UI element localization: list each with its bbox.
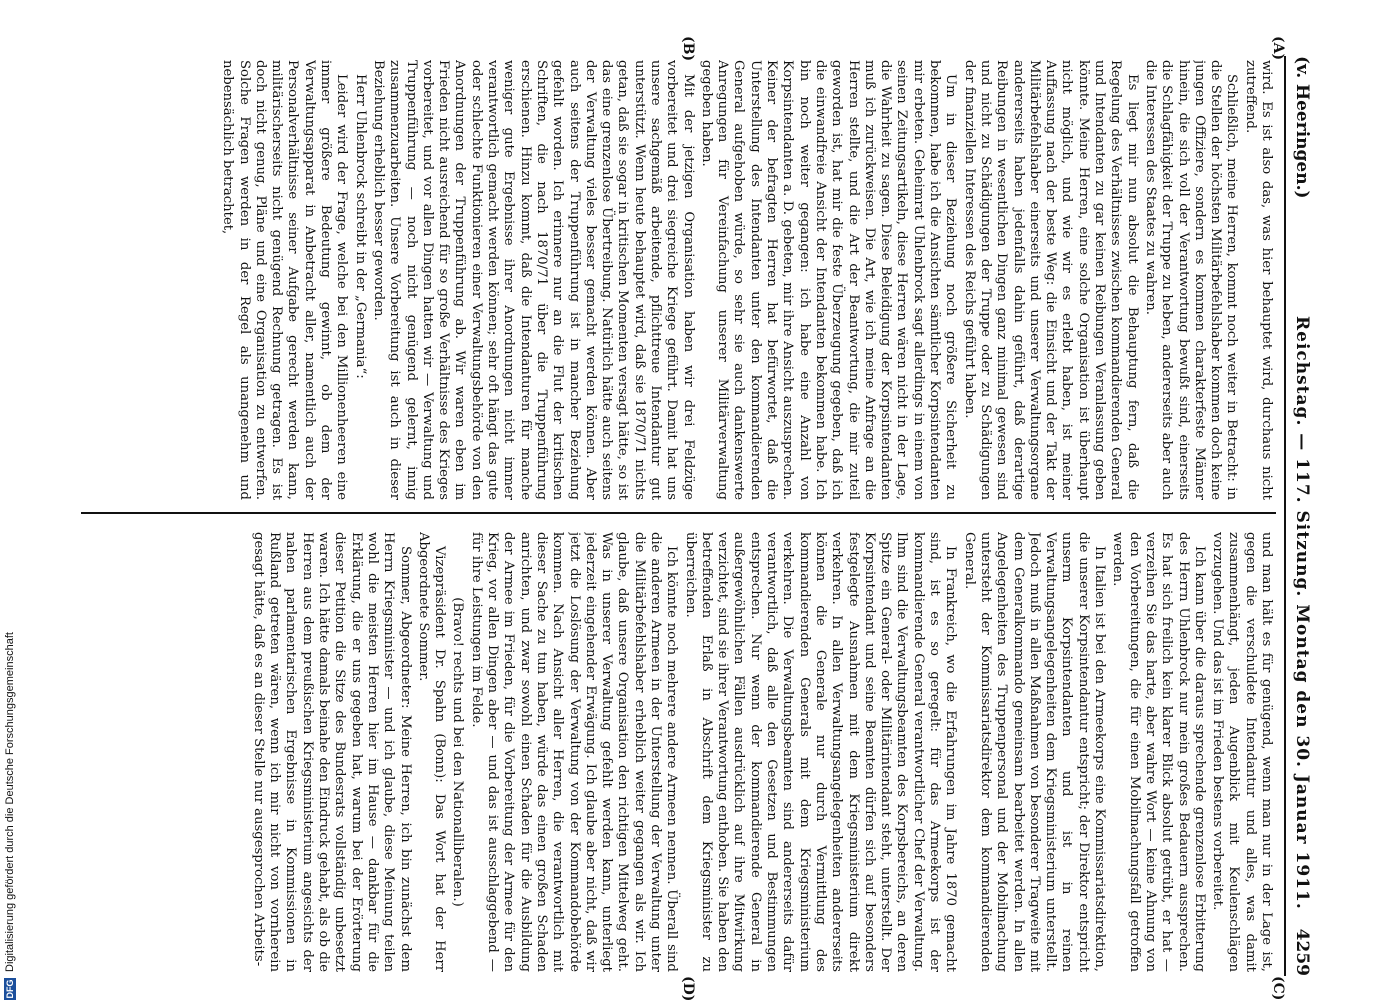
margin-marker-d: (D) — [680, 976, 696, 1001]
paragraph: Ich könnte noch mehrere andere Armeen nennen. Überall sind die anderen Armeen in der Unterstellung der Verwaltung unter die Militärbefehlshaber erheblich weiter gegangen als wir. Ich glaube, daß unsere Organisation den richtigen Mittelweg geht. Was in unserer Verwaltung gefehlt werden kann, unterliegt jederzeit eingehender Erwägung. Ich glaube aber nicht, daß wir jetzt die Loslösung der Verwaltung von der Kommandobehörde kommen. Nach Ansicht aller Herren, die verantwortlich mit dieser Sache zu tun haben, würde das einen großen Schaden anrichten, und zwar sowohl einen Schaden für die Ausbildung der Armee im Frieden, für die Vorbereitung der Armee für den Krieg, vor allen Dingen aber — und das ist ausschlaggebend — für ihre Leistungen im Felde. — [468, 532, 680, 972]
column-divider — [81, 512, 1276, 514]
page-title: Reichstag. — 117. Sitzung. Montag den 30. Januar 1911. — [1292, 316, 1312, 910]
paragraph: In Frankreich, wo die Erfahrungen im Jahre 1870 gemacht sind, ist es so geregelt: für das Armeekorps ist der kommandierende General verantwortlicher Chef der Verwaltung. Ihm sind die Verwaltungsbeamten des Korpsbereichs, an deren Spitze ein General- oder Militärintendant steht, unterstellt. Der Korpsintendant und seine Beamten dürfen sich auf besonders festgelegte Ausnahmen mit dem Kriegsministerium direkt verkehren. In allen Verwaltungsangelegenheiten andererseits können die Generale nur durch Vermittlung des kommandierenden Generals mit dem Kriegsministerium verkehren. Die Verwaltungsbeamten sind andererseits dafür verantwortlich, daß alle den Gesetzen und Bestimmungen entsprechen. Nur wenn der kommandierende General in außergewöhnlichen Fällen ausdrücklich auf ihre Mitwirkung verzichtet, sind sie ihrer Verantwortung enthoben. Sie haben den betreffenden Erlaß in Abschrift dem Kriegsminister zu überreichen. — [682, 532, 959, 972]
digitization-footer — [4, 632, 16, 1000]
speech-paragraph: Sommer, Abgeordneter: Meine Herren, ich bin zunächst dem Herrn Kriegsminister — und ich glaube, diese Meinung teilen wohl die meisten Herren hier im Hause — dankbar für die Erklärung, die er uns gegeben hat, warum bei der Erörterung dieser Petition die Sitze des Bundesrats vollständig unbesetzt waren. Ich hätte damals beinahe den Eindruck gehabt, als ob die Herren aus dem preußischen Kriegsministerium angesichts der nahen parlamentarischen Ergebnisse in Kommissionen in Rußland getreten wären, wenn ich mir nicht von vornherein gesagt hätte, daß es an dieser Stelle nur ausgesprochen Arbeits- — [250, 532, 413, 972]
dfg-logo: DFG — [5, 979, 16, 999]
paragraph: Es liegt mir nun absolut die Behauptung fern, daß die Regelung des Verhältnisses zwischen kommandierenden General und Intendanten zu gar keinen Reibungen Veranlassung geben könnte. Meine Herren, eine solche Organisation ist überhaupt nicht möglich, und wie wir es erlebt haben, ist meiner Auffassung nach der beste Weg: die Einsicht und der Takt der Militärbefehlshaber einerseits und unserer Verwaltungsorgane andererseits haben jedenfalls dahin geführt, daß derartige Reibungen in wesentlichen Dingen ganz minimal gewesen sind und nicht zu Schädigungen der Truppe oder zu Schädigungen der finanziellen Interessen des Reichs geführt haben. — [961, 60, 1140, 500]
margin-marker-c: (C) — [1270, 976, 1286, 1001]
paragraph: In Italien ist bei den Armeekorps eine Kommissariatsdirektion, die unserer Korpsintendantur entspricht; der Direktor entspricht unserm Korpsintendanten und ist in reinen Verwaltungsangelegenheiten dem Kriegsministerium unterstellt. Jedoch muß in allen Maßnahmen von besonderer Tragweite mit dem Generalkommando gemeinsam bearbeitet werden. In allen Angelegenheiten des Truppenpersonal und der Mobilmachung untersteht der Kommissariatsdirektor dem kommandierenden General. — [961, 532, 1108, 972]
paragraph: Um in dieser Beziehung noch größere Sicherheit zu bekommen, habe ich die Ansichten sämtlicher Korpsintendanten mir erbeten. Geheimrat Uhlenbrock sagt allerdings in einem von seinen Zeitungsartikeln, diese Herren wären nicht in der Lage, die Wahrheit zu sagen. Diese Beleidigung der Korpsintendanten muß ich zurückweisen. Die Art, wie ich meine Anfrage an die Herren stellte, und die Art der Beantwortung, die mir zuteil geworden ist, hat mir die feste Überzeugung gegeben, daß ich die einwandfreie Ansicht der Intendanten bekommen habe. Ich bin noch weiter gegangen: ich habe eine Anzahl von Korpsintendanten a. D. gebeten, mir ihre Ansicht auszusprechen. Keiner der befragten Herren hat befürwortet, daß die Unterstellung des Intendanten unter den kommandierenden General aufgehoben würde, so sehr sie auch dankenswerte Anregungen für Vereinfachung unserer Militärverwaltung gegeben haben. — [698, 60, 959, 500]
document-page — [66, 36, 1316, 1001]
speaker-tag: (v. Heeringen.) — [1292, 56, 1312, 199]
page-header — [1284, 56, 1316, 976]
paragraph: Mit der jetzigen Organisation haben wir drei Feldzüge vorbereitet und drei siegreiche Kriege geführt. Damit hat uns unsere sachgemäß arbeitende, pflichttreue Intendantur gut unterstützt. Wenn heute behauptet wird, daß sie 1870/71 nichts getan, daß sie sogar in kritischen Momenten versagt hätte, so ist das eine grenzenlose Übertreibung. Natürlich hätte auch seitens der Verwaltung vieles besser gemacht werden können. Aber auch seitens der Truppenführung ist in mancher Beziehung gefehlt worden. Ich erinnere nur an die Flut der kritischen Schriften, die nach 1870/71 über die Truppenführung erschienen. Hinzu kommt, daß die Intendanturen für manche weniger gute Ergebnisse ihrer Anordnungen nicht immer verantwortlich gemacht werden können; sehr oft hängt das gute oder schlechte Funktionieren einer Verwaltungsbehörde von den Anordnungen der Truppenführung ab. Wir waren eben im Frieden nicht ausreichend für so große Verhältnisse des Krieges vorbereitet, und vor allen Dingen hatten wir — Verwaltung und Truppenführung — noch nicht genügend gelernt, innig zusammenzuarbeiten. Unsere Vorbereitung ist auch in dieser Beziehung erheblich besser geworden. — [370, 60, 696, 500]
page-number: 4259 — [1292, 928, 1312, 976]
margin-marker-a: (A) — [1270, 36, 1286, 61]
quotation-paragraph: Leider wird der Frage, welche bei den Millionenheeren eine immer größere Bedeutung gewinnt, ob dem der Verwaltungsapparat in Anbetracht aller, namentlich auch der Personalverhältnisse seiner Aufgabe gerecht werden kann, militärischerseits nicht genügend Rechnung getragen. Es ist doch nicht genug, Pläne und eine Organisation zu entwerfen. Solche Fragen werden in der Regel als unangenehm und nebensächlich betrachtet, — [220, 60, 350, 500]
footer-text: Digitalisierung gefördert durch die Deutsche Forschungsgemeinschaft — [4, 632, 16, 972]
paragraph: Ich kann über die daraus sprechende grenzenlose Erbitterung des Herrn Uhlenbrock nur mein großes Bedauern aussprechen. Es hat sich freilich kein klarer Blick absolut getrübt, er hat — verzeihen Sie das harte, aber wahre Wort — keine Ahnung von den Vorbereitungen, die für einen Mobilmachungsfall getroffen werden. — [1110, 532, 1207, 972]
paragraph: Schließlich, meine Herren, kommt noch weiter in Betracht: in die Stellen der höchsten Militärbefehlshaber kommen doch keine jungen Offiziere, sondern es kommen charakterfeste Männer hinein, die sich voll der Verantwortung bewußt sind, einerseits die Schlagfähigkeit der Truppe zu heben, andererseits aber auch die Interessen des Staates zu wahren. — [1142, 60, 1240, 500]
applause-note: (Bravo! rechts und bei den Nationalliberalen.) — [450, 597, 466, 907]
margin-marker-b: (B) — [680, 36, 696, 62]
vice-president-remark: Vizepräsident Dr. Spahn (Bonn): Das Wort hat der Herr Abgeordnete Sommer. — [415, 532, 448, 972]
right-text-column — [74, 532, 1274, 972]
paragraph: Herr Uhlenbrock schreibt in der „Germania“: — [352, 74, 368, 379]
paragraph: wird. Es ist also das, was hier behauptet wird, durchaus nicht zutreffend. — [1242, 60, 1274, 500]
paragraph: und man hält es für genügend, wenn man nur in der Lage ist, gegen die verschuldete Intendantur und alles, was damit zusammenhängt, jeden Augenblick mit Keulenschlägen vorzugehen. Und das ist im Frieden bestens vorbereitet. — [1210, 532, 1274, 972]
left-text-column — [74, 60, 1274, 500]
